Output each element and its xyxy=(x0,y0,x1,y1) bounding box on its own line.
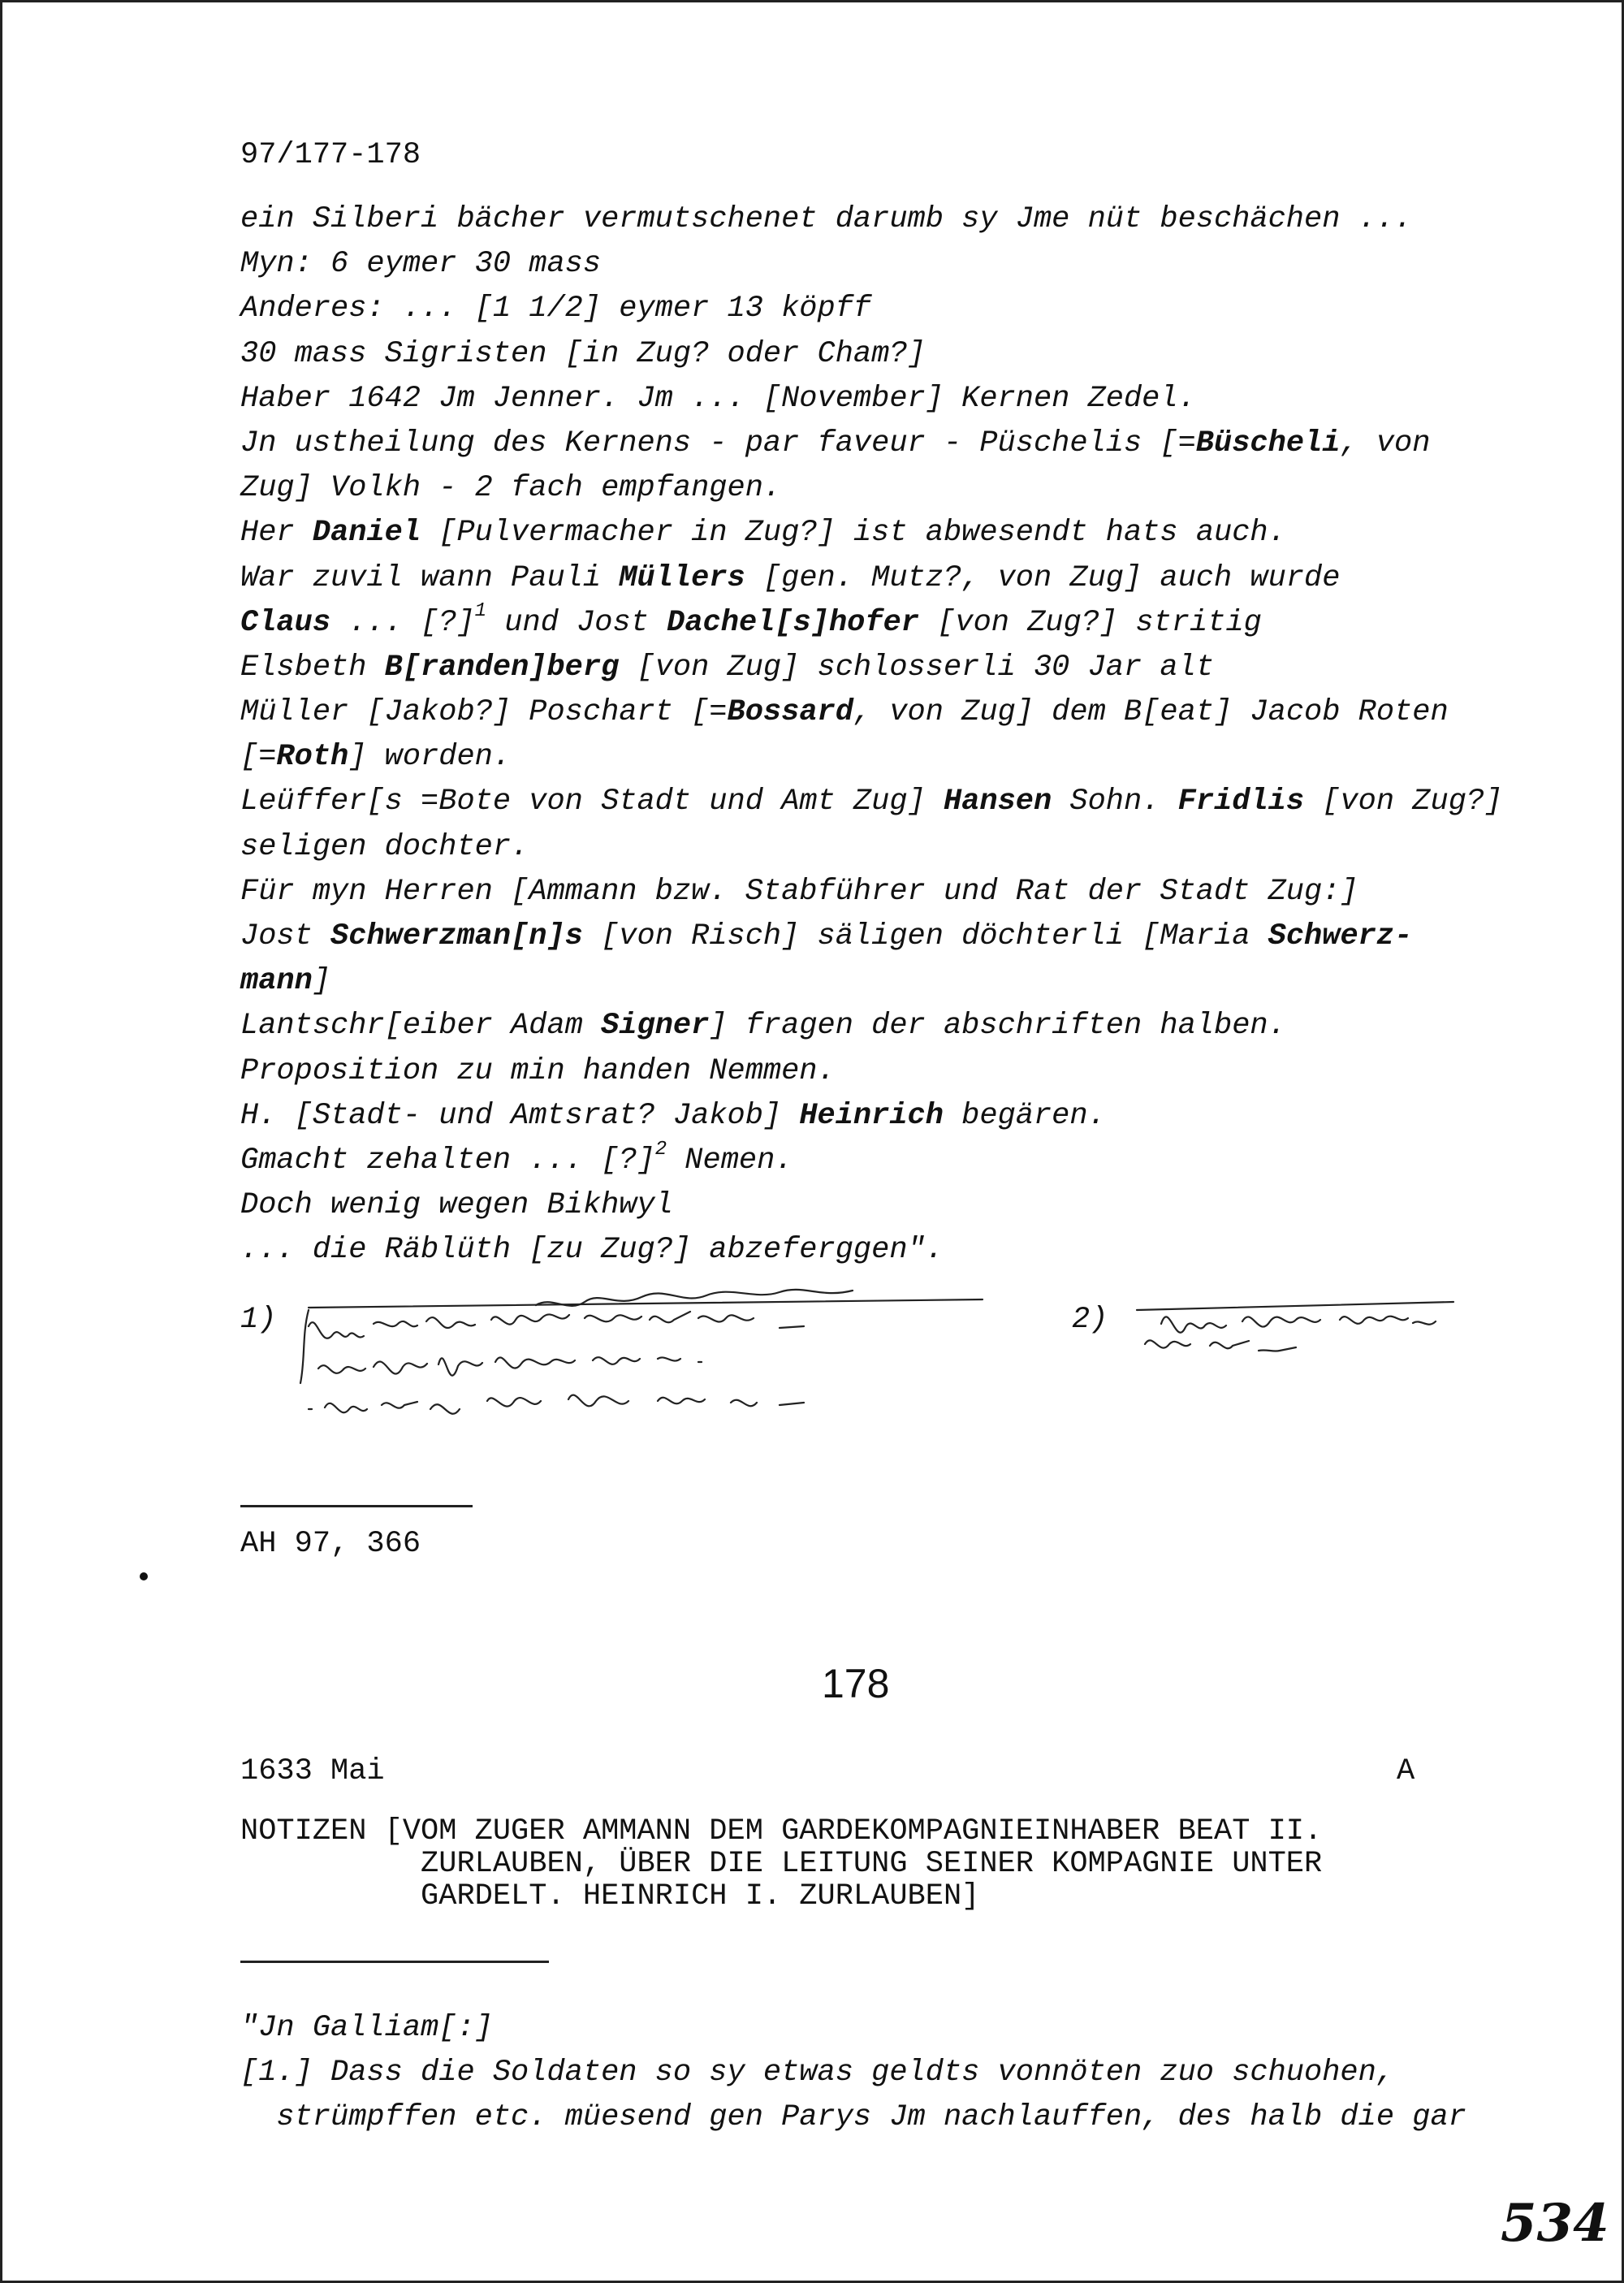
quote-line: [1.] Dass die Soldaten so sy etwas geldts vonnöten zuo schuohen, xyxy=(240,2056,1395,2091)
text-segment: , von Zug] dem B[eat] Jacob Roten xyxy=(853,695,1449,730)
document-number: 178 xyxy=(822,1661,890,1706)
footnote-rule xyxy=(240,1505,473,1507)
transcription-line xyxy=(240,556,1556,601)
bold-name: Dachel[s]hofer xyxy=(667,605,919,640)
source-reference: AH 97, 366 xyxy=(240,1527,421,1561)
text-segment: Lantschr[eiber Adam xyxy=(240,1009,602,1044)
text-segment: seligen dochter. xyxy=(240,829,529,864)
transcription-line xyxy=(240,1139,1556,1183)
bold-name: Hansen xyxy=(943,785,1052,819)
transcription-line xyxy=(240,422,1556,466)
text-segment: ... [?] xyxy=(330,605,475,640)
text-segment: Myn: 6 eymer 30 mass xyxy=(240,247,602,282)
transcription-line xyxy=(240,959,1556,1004)
text-segment: [gen. Mutz?, von Zug] auch wurde xyxy=(745,560,1341,595)
transcription-line xyxy=(240,1049,1556,1094)
transcription-line xyxy=(240,242,1556,287)
text-segment: Jn ustheilung des Kernens - par faveur - Püschelis [= xyxy=(240,426,1196,460)
bold-name: Roth xyxy=(276,740,349,775)
transcription-line xyxy=(240,466,1556,511)
bold-name: Schwerzman[n]s xyxy=(330,919,583,953)
transcription-line xyxy=(240,197,1556,242)
heading-line: GARDELT. HEINRICH I. ZURLAUBEN] xyxy=(240,1879,980,1913)
text-segment: Elsbeth xyxy=(240,650,385,685)
transcription-line xyxy=(240,646,1556,690)
transcription-line xyxy=(240,1183,1556,1228)
text-segment: ] worden. xyxy=(348,740,512,775)
bold-name: Daniel xyxy=(312,516,421,551)
quote-line: strümpffen etc. müesend gen Parys Jm nachlauffen, des halb die gar xyxy=(240,2100,1466,2135)
text-segment: Doch wenig wegen Bikhwyl xyxy=(240,1188,673,1223)
text-segment: Jost xyxy=(240,919,331,953)
quotation-body xyxy=(240,2006,1556,2141)
bold-name: Signer xyxy=(601,1009,710,1044)
text-segment: begären. xyxy=(943,1098,1106,1133)
text-segment: [von Zug] schlosserli 30 Jar alt xyxy=(619,650,1215,685)
text-segment: Leüffer[s =Bote von Stadt und Amt Zug] xyxy=(240,785,944,819)
text-segment: ] xyxy=(312,964,331,999)
transcription-line xyxy=(240,780,1556,824)
text-segment: [von Risch] säligen döchterli [Maria xyxy=(582,919,1268,953)
text-segment: Sohn. xyxy=(1052,785,1178,819)
heading-rule xyxy=(240,1961,549,1963)
transcription-line xyxy=(240,1228,1556,1273)
transcription-body xyxy=(240,197,1556,1273)
footnote-1-label: 1) xyxy=(240,1303,277,1337)
margin-dot xyxy=(140,1572,148,1580)
transcription-line xyxy=(240,287,1556,331)
handwriting-facsimile-2 xyxy=(1129,1287,1494,1393)
bold-name: B[randen]berg xyxy=(384,650,620,685)
page-stamp xyxy=(1501,2193,1609,2254)
bold-name: Müllers xyxy=(619,560,745,595)
document-date: 1633 Mai xyxy=(240,1754,385,1788)
transcription-line xyxy=(240,601,1556,646)
text-segment: Müller [Jakob?] Poschart [= xyxy=(240,695,728,730)
footnote-marker: 1 xyxy=(474,600,487,623)
text-segment: Für myn Herren [Ammann bzw. Stabführer und Rat der Stadt Zug:] xyxy=(240,874,1358,909)
text-segment: Anderes: ... [1 1/2] eymer 13 köpff xyxy=(240,292,872,326)
bold-name: Heinrich xyxy=(799,1098,944,1133)
footnote-marker: 2 xyxy=(654,1138,667,1161)
transcription-line xyxy=(240,825,1556,870)
text-segment: , von xyxy=(1340,426,1431,460)
transcription-line xyxy=(240,332,1556,377)
text-segment: [Pulvermacher in Zug?] ist abwesendt hats auch. xyxy=(421,516,1286,551)
transcription-line xyxy=(240,1004,1556,1049)
document-letter: A xyxy=(1397,1754,1415,1788)
text-segment: ... die Räblüth [zu Zug?] abzeferggen". xyxy=(240,1233,944,1268)
text-segment: [von Zug?] xyxy=(1304,785,1503,819)
transcription-line xyxy=(240,735,1556,780)
text-segment: Proposition zu min handen Nemmen. xyxy=(240,1053,836,1088)
handwriting-facsimile-1 xyxy=(292,1287,999,1442)
document-heading xyxy=(240,1815,1322,1913)
heading-line: ZURLAUBEN, ÜBER DIE LEITUNG SEINER KOMPAGNIE UNTER xyxy=(240,1847,1323,1881)
transcription-line xyxy=(240,690,1556,735)
text-segment: Zug] Volkh - 2 fach empfangen. xyxy=(240,471,782,506)
quote-line: "Jn Galliam[:] xyxy=(240,2011,493,2045)
text-segment: und Jost xyxy=(486,605,667,640)
bold-name: Fridlis xyxy=(1177,785,1305,819)
transcription-line xyxy=(240,914,1556,959)
text-segment: 30 mass Sigristen [in Zug? oder Cham?] xyxy=(240,336,926,371)
bold-name: Bossard xyxy=(727,695,853,730)
transcription-line xyxy=(240,377,1556,422)
heading-line: NOTIZEN [VOM ZUGER AMMANN DEM GARDEKOMPAGNIEINHABER BEAT II. xyxy=(240,1814,1323,1848)
footnote-2-label: 2) xyxy=(1072,1303,1108,1337)
text-segment: War zuvil wann Pauli xyxy=(240,560,620,595)
text-segment: ein Silberi bächer vermutschenet darumb sy Jme nüt beschächen ... xyxy=(240,202,1413,236)
text-segment: H. [Stadt- und Amtsrat? Jakob] xyxy=(240,1098,800,1133)
text-segment: Haber 1642 Jm Jenner. Jm ... [November] Kernen Zedel. xyxy=(240,381,1196,416)
text-segment: ] fragen der abschriften halben. xyxy=(709,1009,1286,1044)
text-segment: Nemen. xyxy=(667,1143,793,1178)
bold-name: mann xyxy=(240,964,313,999)
bold-name: Claus xyxy=(240,605,331,640)
page-stamp-number: 534 xyxy=(1501,2193,1609,2254)
bold-name: Büscheli xyxy=(1195,426,1341,460)
transcription-line xyxy=(240,870,1556,914)
text-segment: Gmacht zehalten ... [?] xyxy=(240,1143,655,1178)
text-segment: [= xyxy=(240,740,277,775)
page-reference: 97/177-178 xyxy=(240,138,421,172)
text-segment: [von Zug?] stritig xyxy=(918,605,1262,640)
bold-name: Schwerz- xyxy=(1268,919,1413,953)
text-segment: Her xyxy=(240,516,313,551)
transcription-line xyxy=(240,1094,1556,1139)
transcription-line xyxy=(240,511,1556,556)
